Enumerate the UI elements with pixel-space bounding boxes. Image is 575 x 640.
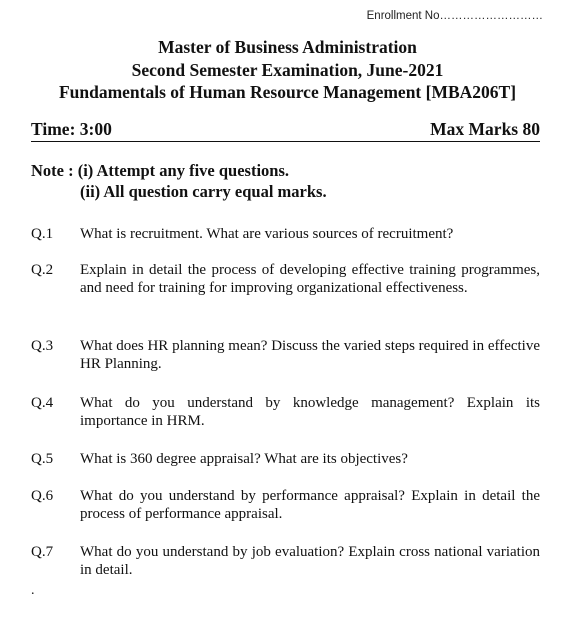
instructions-note — [31, 160, 541, 202]
note-line-1: Note : (i) Attempt any five questions. — [31, 161, 290, 180]
question-text: What do you understand by knowledge management? Explain its importance in HRM. — [80, 395, 540, 429]
question-text: Explain in detail the process of developing effective training programmes, and need for training for improving organizational effectiveness. — [80, 262, 540, 296]
question-number: Q.2 — [31, 262, 54, 278]
question-text: What is 360 degree appraisal? What are its objectives? — [80, 451, 408, 467]
exam-title: Second Semester Examination, June-2021 — [131, 59, 444, 80]
enrollment-label: Enrollment No……………………… — [366, 10, 543, 22]
time-label: Time: 3:00 — [31, 119, 112, 139]
question-text: What is recruitment. What are various sources of recruitment? — [80, 226, 454, 242]
question-text: What does HR planning mean? Discuss the varied steps required in effective HR Planning. — [80, 338, 540, 372]
time-marks-line — [31, 119, 540, 142]
question-number: Q.4 — [31, 395, 54, 411]
question-text: What do you understand by job evaluation? Explain cross national variation in detail. — [80, 544, 540, 578]
course-title: Fundamentals of Human Resource Management [MBA206T] — [58, 82, 517, 102]
max-marks-label: Max Marks 80 — [430, 119, 540, 139]
program-title: Master of Business Administration — [158, 37, 417, 57]
question-text: What do you understand by performance appraisal? Explain in detail the process of performance appraisal. — [80, 488, 540, 522]
question-number: Q.3 — [31, 338, 54, 354]
trailing-mark: . — [31, 583, 35, 598]
question-number: Q.5 — [31, 451, 54, 467]
note-line-2: (ii) All question carry equal marks. — [80, 182, 327, 201]
question-number: Q.1 — [31, 226, 54, 242]
question-number: Q.7 — [31, 544, 54, 560]
exam-header — [0, 36, 575, 104]
question-number: Q.6 — [31, 488, 54, 504]
